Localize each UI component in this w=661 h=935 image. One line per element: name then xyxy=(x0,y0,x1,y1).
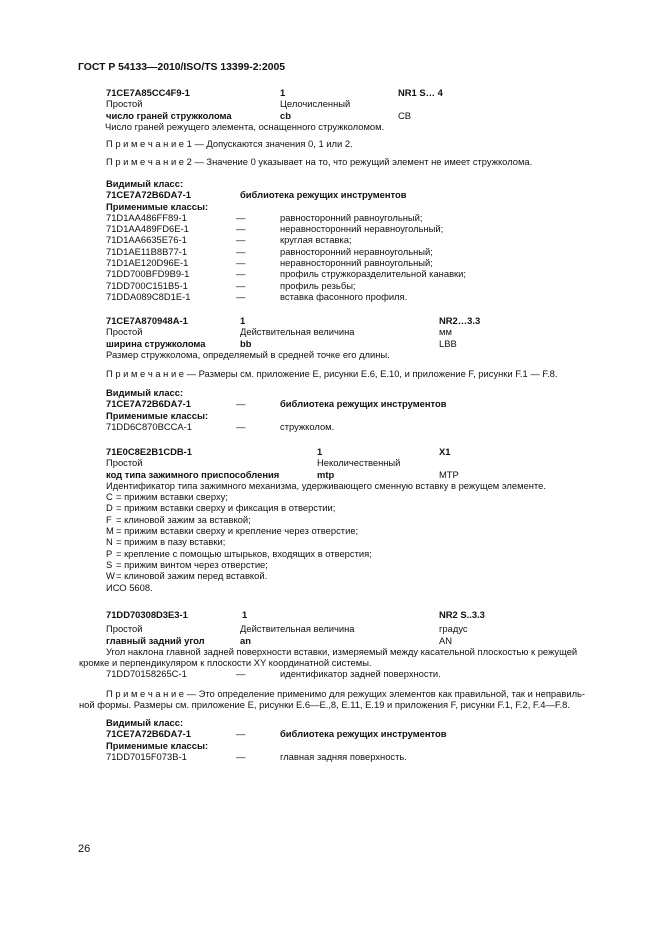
entry-definition: Угол наклона главной задней поверхности вставки, измеряемый между касательной плоскостью к режущей xyxy=(106,645,578,657)
entry-type: Простой xyxy=(106,326,143,338)
applicable-class-id: 71D1AA6635E76-1 xyxy=(106,234,187,246)
page-number: 26 xyxy=(78,843,91,855)
visible-class-name: библиотека режущих инструментов xyxy=(240,189,407,201)
entry-definition: Идентификатор типа зажимного механизма, удерживающего сменную вставку в режущем элементе. xyxy=(106,479,546,491)
applicable-class-id: 71DD6C870BCCA-1 xyxy=(106,420,192,432)
visible-class-block xyxy=(106,717,618,762)
clamping-code-text: = крепление с помощью штырьков, входящих в отверстия; xyxy=(116,547,372,559)
clamping-code-key: D xyxy=(106,502,113,514)
entry-value-type: Неколичественный xyxy=(317,457,401,469)
clamping-code-row xyxy=(106,502,618,513)
applicable-class-id: 71D1AE120D96E-1 xyxy=(106,257,189,269)
applicable-class-desc: вставка фасонного профиля. xyxy=(280,290,408,302)
visible-class-name: библиотека режущих инструментов xyxy=(280,398,447,410)
entry-code: X1 xyxy=(439,446,451,457)
dash: — xyxy=(236,234,246,246)
note-text: — Допускаются значения 0, 1 или 2. xyxy=(191,138,353,150)
dash: — xyxy=(236,420,246,432)
entry-abbr: AN xyxy=(439,634,453,646)
entry-symbol: bb xyxy=(240,337,252,349)
entry-definition-continued: кромке и перпендикуляром к плоскости XY координатной системы. xyxy=(79,657,372,669)
entry-type: Простой xyxy=(106,98,143,110)
note-label: П р и м е ч а н и е 2 xyxy=(106,156,192,168)
clamping-code-text: = прижим вставки сверху и фиксация в отверстии; xyxy=(116,502,336,514)
entry-name: число граней стружколома xyxy=(106,109,232,121)
entry-id: 71DD70308D3E3-1 xyxy=(106,609,188,620)
entry-abbr: MTP xyxy=(439,468,459,480)
entry-name: ширина стружколома xyxy=(106,337,206,349)
clamping-code-row xyxy=(106,548,618,559)
entry-name: главный задний угол xyxy=(106,634,205,646)
visible-class-label: Видимый класс: xyxy=(106,387,184,398)
applicable-class-desc: неравносторонний равноугольный; xyxy=(280,257,433,269)
clamping-code-row xyxy=(106,525,618,536)
note-text: — Значение 0 указывает на то, что режущий элемент не имеет стружколома. xyxy=(191,156,533,168)
applicable-class-desc: стружколом. xyxy=(280,420,335,432)
entry-unit: мм xyxy=(439,326,452,338)
note-label: П р и м е ч а н и е xyxy=(106,687,185,699)
applicable-class-row xyxy=(106,280,618,291)
clamping-code-text: = прижим вставки сверху и крепление через отверстие; xyxy=(116,525,359,537)
entry-id: 71E0C8E2B1CDB-1 xyxy=(106,446,192,457)
dash: — xyxy=(236,290,246,302)
applicable-class-row xyxy=(106,268,618,279)
applicable-classes-label: Применимые классы: xyxy=(106,409,209,421)
note-text: — Размеры см. приложение E, рисунки E.6, E.10, и приложение F, рисунки F.1 — F.8. xyxy=(184,368,558,380)
entry-chipbreaker-faces xyxy=(106,87,618,168)
applicable-class-id: 71D1AA489FD6E-1 xyxy=(106,223,189,235)
clamping-code-row xyxy=(106,491,618,502)
entry-symbol: mtp xyxy=(317,468,335,480)
clamping-code-row xyxy=(106,514,618,525)
entry-num: 1 xyxy=(240,315,246,326)
document-header: ГОСТ Р 54133—2010/ISO/TS 13399-2:2005 xyxy=(78,62,286,73)
applicable-class-desc: равносторонний неравноугольный; xyxy=(280,245,433,257)
entry-code: NR2 S..3.3 xyxy=(439,609,485,620)
entry-abbr: LBB xyxy=(439,337,457,349)
entry-code: NR1 S… 4 xyxy=(398,87,443,98)
clamping-code-key: F xyxy=(106,513,112,525)
visible-class-name: библиотека режущих инструментов xyxy=(280,728,447,740)
clamping-code-text: = клиновой зажим перед вставкой. xyxy=(116,570,268,582)
applicable-class-desc: круглая вставка; xyxy=(280,234,352,246)
note-text-continued: ной формы. Размеры см. приложение E, рисунки E.6—E.,8, E.11, E.19 и приложения F, рисунки F.1, F.2, F.4—F.8. xyxy=(79,699,570,711)
dash: — xyxy=(236,268,246,280)
dash: — xyxy=(236,668,246,680)
dash: — xyxy=(236,728,246,740)
clamping-code-row xyxy=(106,536,618,547)
applicable-class-id: 71DD700C151B5-1 xyxy=(106,279,188,291)
clamping-code-list xyxy=(106,491,618,581)
dash: — xyxy=(236,245,246,257)
entry-num: 1 xyxy=(317,446,323,457)
note-text: — Это определение применимо для режущих элементов как правильной, так и неправиль- xyxy=(184,687,586,699)
entry-reference: ИСО 5608. xyxy=(106,581,153,593)
dash: — xyxy=(236,211,246,223)
entry-num: 1 xyxy=(280,87,286,98)
visible-class-block xyxy=(106,387,618,432)
entry-type: Простой xyxy=(106,457,143,469)
applicable-class-row xyxy=(106,234,618,245)
applicable-class-id: 71DD7015F073B-1 xyxy=(106,750,187,762)
entry-value-type: Целочисленный xyxy=(280,98,351,110)
clamping-code-key: P xyxy=(106,547,113,559)
applicable-class-row xyxy=(106,223,618,234)
clamping-code-text: = клиновой зажим за вставкой; xyxy=(116,513,251,525)
clamping-code-row xyxy=(106,559,618,570)
entry-code: NR2…3.3 xyxy=(439,315,481,326)
entry-clamping-type-code xyxy=(106,446,618,593)
clamping-code-key: W xyxy=(106,570,115,582)
entry-abbr: CB xyxy=(398,109,412,121)
dash: — xyxy=(236,279,246,291)
note-label: П р и м е ч а н и е xyxy=(106,368,185,380)
applicable-class-desc: главная задняя поверхность. xyxy=(280,750,407,762)
clamping-code-key: M xyxy=(106,525,114,537)
applicable-class-id: 71DDA089C8D1E-1 xyxy=(106,290,191,302)
entry-id: 71CE7A870948A-1 xyxy=(106,315,188,326)
clamping-code-key: C xyxy=(106,491,113,503)
entry-unit: градус xyxy=(439,623,468,635)
entry-definition: Число граней режущего элемента, оснащенного стружколомом. xyxy=(105,120,385,132)
entry-chipbreaker-width xyxy=(106,315,618,379)
entry-main-clearance-angle xyxy=(79,609,618,711)
entry-value-type: Действительная величина xyxy=(240,326,355,338)
entry-type: Простой xyxy=(106,623,143,635)
applicable-class-desc: профиль резьбы; xyxy=(280,279,356,291)
applicable-classes-label: Применимые классы: xyxy=(106,200,209,212)
applicable-class-desc: неравносторонний неравноугольный; xyxy=(280,223,444,235)
entry-id: 71CE7A85CC4F9-1 xyxy=(106,87,190,98)
applicable-class-row xyxy=(106,246,618,257)
entry-definition: Размер стружколома, определяемый в средней точке его длины. xyxy=(106,348,390,360)
applicable-class-row xyxy=(106,212,618,223)
reference-desc: идентификатор задней поверхности. xyxy=(280,668,441,680)
applicable-class-id: 71DD700BFD9B9-1 xyxy=(106,268,190,280)
clamping-code-key: S xyxy=(106,558,113,570)
entry-symbol: cb xyxy=(280,109,291,121)
visible-class-id: 71CE7A72B6DA7-1 xyxy=(106,398,191,410)
visible-class-label: Видимый класс: xyxy=(106,178,184,189)
dash: — xyxy=(236,223,246,235)
applicable-class-desc: равносторонний равноугольный; xyxy=(280,211,423,223)
clamping-code-row xyxy=(106,570,618,581)
applicable-class-row xyxy=(106,257,618,268)
applicable-classes-list xyxy=(106,212,618,302)
dash: — xyxy=(236,750,246,762)
applicable-classes-label: Применимые классы: xyxy=(106,739,209,751)
clamping-code-text: = прижим винтом через отверстие; xyxy=(116,558,268,570)
applicable-class-row xyxy=(106,291,618,302)
entry-name: код типа зажимного приспособления xyxy=(106,468,280,480)
clamping-code-key: N xyxy=(106,536,113,548)
entry-num: 1 xyxy=(242,609,248,620)
visible-class-block xyxy=(106,178,618,302)
dash: — xyxy=(236,398,246,410)
visible-class-id: 71CE7A72B6DA7-1 xyxy=(106,728,191,740)
visible-class-label: Видимый класс: xyxy=(106,717,184,728)
applicable-class-id: 71D1AE11B8B77-1 xyxy=(106,245,188,257)
applicable-class-id: 71D1AA486FF89-1 xyxy=(106,211,187,223)
visible-class-id: 71CE7A72B6DA7-1 xyxy=(106,189,191,201)
clamping-code-text: = прижим в пазу вставки; xyxy=(116,536,226,548)
dash: — xyxy=(236,257,246,269)
note-label: П р и м е ч а н и е 1 xyxy=(106,138,192,150)
entry-value-type: Действительная величина xyxy=(240,623,355,635)
entry-symbol: an xyxy=(240,634,251,646)
reference-id: 71DD70158265C-1 xyxy=(106,668,187,680)
applicable-class-desc: профиль стружкоразделительной канавки; xyxy=(280,268,466,280)
clamping-code-text: = прижим вставки сверху; xyxy=(116,491,228,503)
